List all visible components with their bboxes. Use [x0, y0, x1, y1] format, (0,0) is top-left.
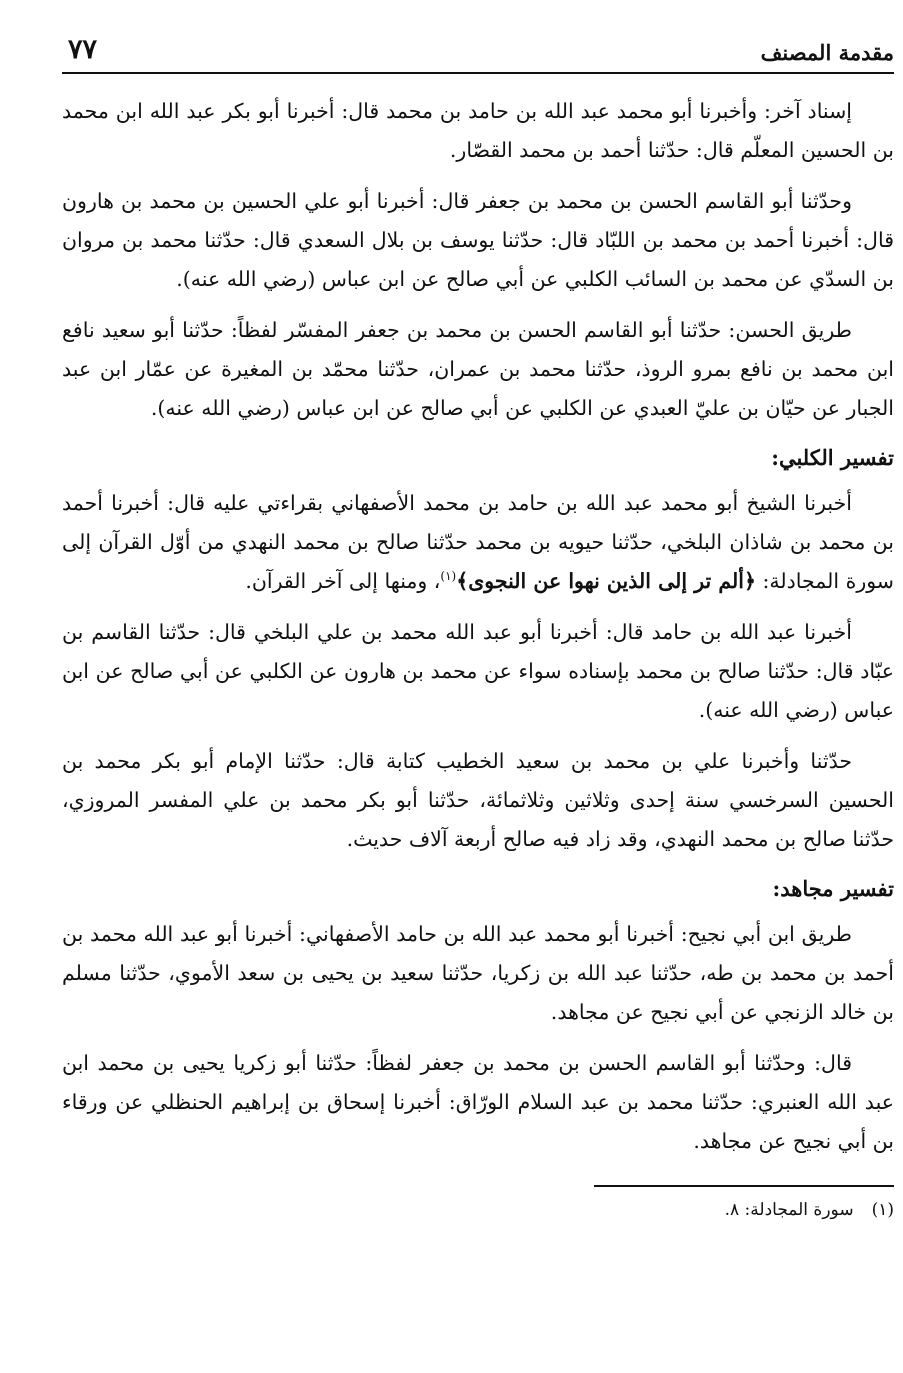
paragraph-abu-al-qasim: وحدّثنا أبو القاسم الحسن بن محمد بن جعفر قال: أخبرنا أبو علي الحسين بن محمد بن هارون قال: أخبرنا أحمد بن محمد بن اللبّاد قال: حدّثنا يوسف بن بلال السعدي قال: حدّثنا محمد بن مروان بن السدّي عن محمد بن السائب الكلبي عن أبي صالح عن ابن عباس (رضي الله عنه). [62, 189, 894, 291]
section-heading-mujahid: تفسير مجاهد: [772, 876, 894, 901]
footnote-text: سورة المجادلة: ٨. [724, 1200, 854, 1220]
paragraph-kalbi-3: حدّثنا وأخبرنا علي بن محمد بن سعيد الخطيب كتابة قال: حدّثنا الإمام أبو بكر محمد بن الحسين السرخسي سنة إحدى وثلاثين وثلاثمائة، حدّثنا أبو بكر محمد بن علي المفسر المروزي، حدّثنا صالح بن محمد النهدي، وقد زاد فيه صالح أربعة آلاف حديث. [62, 749, 894, 851]
footnote-reference[interactable]: (١) [440, 569, 457, 584]
paragraph-kalbi-2: أخبرنا عبد الله بن حامد قال: أخبرنا أبو عبد الله محمد بن علي البلخي قال: حدّثنا القاسم بن عبّاد قال: حدّثنا صالح بن محمد بإسناده سواء عن محمد بن هارون عن الكلبي عن أبي صالح عن ابن عباس (رضي الله عنه). [62, 620, 894, 722]
quran-verse: ﴿ألم تر إلى الذين نهوا عن النجوى﴾ [456, 569, 756, 593]
footnote [62, 1197, 894, 1223]
kalbi-text-before: أخبرنا الشيخ أبو محمد عبد الله بن حامد بن محمد الأصفهاني بقراءتي عليه قال: أخبرنا أحمد بن محمد بن شاذان البلخي، حدّثنا حيويه بن محمد حدّثنا صالح بن محمد النهدي من أوّل القرآن إلى سورة المجادلة: [62, 491, 894, 593]
paragraph-kalbi-1 [62, 484, 894, 601]
chapter-title: مقدمة المصنف [760, 40, 894, 65]
page-header [62, 34, 894, 74]
paragraph-isnad-akhar: إسناد آخر: وأخبرنا أبو محمد عبد الله بن حامد بن محمد قال: أخبرنا أبو بكر عبد الله ابن محمد بن الحسين المعلّم قال: حدّثنا أحمد بن محمد القصّار. [62, 99, 894, 162]
page-body [62, 92, 894, 1223]
footnote-divider [594, 1185, 894, 1187]
paragraph-mujahid-2: قال: وحدّثنا أبو القاسم الحسن بن محمد بن جعفر لفظاً: حدّثنا أبو زكريا يحيى بن محمد ابن عبد الله العنبري: حدّثنا محمد بن عبد السلام الورّاق: أخبرنا إسحاق بن إبراهيم الحنظلي عن ورقاء بن أبي نجيح عن مجاهد. [62, 1051, 894, 1153]
book-page [62, 34, 894, 1223]
kalbi-text-after: ، ومنها إلى آخر القرآن. [245, 569, 441, 593]
paragraph-tariq-al-hasan: طريق الحسن: حدّثنا أبو القاسم الحسن بن محمد بن جعفر المفسّر لفظاً: حدّثنا أبو سعيد نافع ابن محمد بن نافع بمرو الروذ، حدّثنا محمد بن عمران، حدّثنا محمّد بن المغيرة عن عمّار ابن عبد الجبار عن حيّان بن عليّ العبدي عن الكلبي عن أبي صالح عن ابن عباس (رضي الله عنه). [62, 318, 894, 420]
section-heading-kalbi: تفسير الكلبي: [771, 445, 894, 470]
paragraph-mujahid-1: طريق ابن أبي نجيح: أخبرنا أبو محمد عبد الله بن حامد الأصفهاني: أخبرنا أبو عبد الله محمد بن أحمد بن محمد بن طه، حدّثنا عبد الله بن زكريا، حدّثنا سعيد بن يحيى بن سعد الأموي، حدّثنا مسلم بن خالد الزنجي عن أبي نجيح عن مجاهد. [62, 922, 894, 1024]
page-number: ٧٧ [68, 34, 98, 65]
footnote-number: (١) [871, 1200, 894, 1220]
